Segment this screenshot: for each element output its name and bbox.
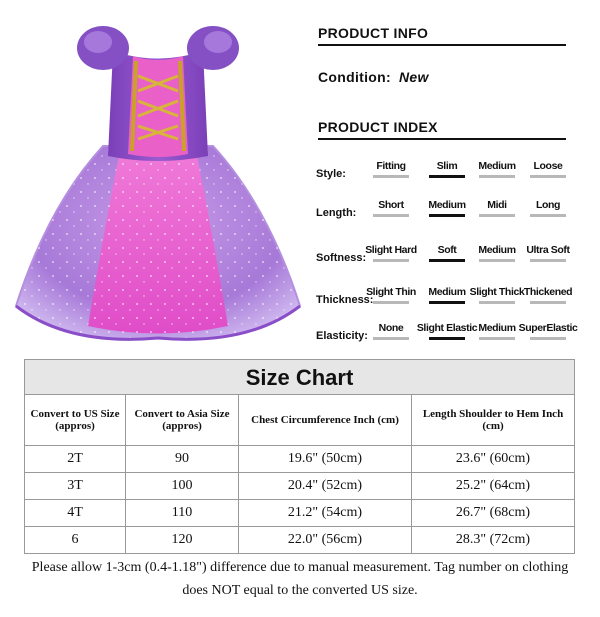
- header-us-size: Convert to US Size (appros): [25, 395, 126, 446]
- attribute-option: [517, 286, 579, 304]
- attribute-option-label: Ultra Soft: [526, 244, 570, 256]
- attribute-option: [517, 160, 579, 178]
- dress-image: [8, 6, 308, 346]
- attribute-option-indicator: [373, 301, 409, 304]
- attribute-option-label: Medium: [428, 286, 466, 298]
- attribute-option-indicator: [429, 175, 465, 178]
- product-info-title: PRODUCT INFO: [318, 25, 429, 41]
- product-index-divider: [318, 138, 566, 140]
- attribute-option-indicator: [479, 175, 515, 178]
- attribute-option: [360, 160, 422, 178]
- header-asia-size: Convert to Asia Size (appros): [126, 395, 239, 446]
- table-cell: 3T: [25, 473, 126, 500]
- table-row: [25, 446, 575, 473]
- attribute-option-indicator: [373, 175, 409, 178]
- table-cell: 100: [126, 473, 239, 500]
- table-row: [25, 473, 575, 500]
- attribute-option-indicator: [373, 337, 409, 340]
- attribute-option-label: Slight Thick: [469, 286, 525, 298]
- attribute-option-label: Slight Thin: [366, 286, 416, 298]
- attribute-option-indicator: [429, 214, 465, 217]
- attribute-option-indicator: [373, 259, 409, 262]
- attribute-option-label: Long: [535, 199, 561, 211]
- attribute-row: [316, 160, 578, 188]
- attribute-option-indicator: [530, 175, 566, 178]
- attribute-option: [517, 322, 579, 340]
- attribute-option-indicator: [479, 301, 515, 304]
- attribute-option-indicator: [373, 214, 409, 217]
- condition-label: Condition:: [318, 69, 391, 85]
- attribute-option-label: Loose: [533, 160, 563, 172]
- attribute-option-label: Soft: [437, 244, 457, 256]
- table-row: [25, 527, 575, 554]
- table-cell: 22.0" (56cm): [239, 527, 412, 554]
- product-info-divider: [318, 44, 566, 46]
- attribute-label: Length:: [316, 207, 357, 219]
- table-cell: 20.4" (52cm): [239, 473, 412, 500]
- table-row: [25, 500, 575, 527]
- attribute-option-indicator: [530, 259, 566, 262]
- attribute-label: Elasticity:: [316, 330, 368, 342]
- attribute-option-label: Short: [378, 199, 404, 211]
- attribute-option-label: Medium: [478, 322, 516, 334]
- attribute-row: [316, 244, 578, 272]
- attribute-row: [316, 286, 578, 314]
- attribute-option-indicator: [479, 259, 515, 262]
- attribute-label: Thickness:: [316, 294, 374, 306]
- attribute-option-indicator: [429, 301, 465, 304]
- size-chart-title: Size Chart: [24, 359, 575, 395]
- table-cell: 90: [126, 446, 239, 473]
- condition: [318, 69, 429, 85]
- size-chart-header-row: [25, 395, 575, 446]
- header-length: Length Shoulder to Hem Inch (cm): [412, 395, 575, 446]
- size-chart-body: [25, 446, 575, 554]
- table-cell: 21.2" (54cm): [239, 500, 412, 527]
- header-chest: Chest Circumference Inch (cm): [239, 395, 412, 446]
- table-cell: 4T: [25, 500, 126, 527]
- attribute-option: [360, 244, 422, 262]
- attribute-option-indicator: [429, 259, 465, 262]
- table-cell: 26.7" (68cm): [412, 500, 575, 527]
- attribute-row: [316, 322, 578, 350]
- attribute-option-label: Slim: [436, 160, 458, 172]
- measurement-note: Please allow 1-3cm (0.4-1.18") difference due to manual measurement. Tag number on clothing does NOT equal to the converted US size.: [31, 560, 569, 598]
- attribute-option-label: SuperElastic: [518, 322, 578, 334]
- attribute-option-label: Medium: [478, 160, 516, 172]
- attribute-option-label: Slight Elastic: [416, 322, 478, 334]
- attribute-option: [517, 244, 579, 262]
- table-cell: 25.2" (64cm): [412, 473, 575, 500]
- table-cell: 28.3" (72cm): [412, 527, 575, 554]
- table-cell: 2T: [25, 446, 126, 473]
- attribute-option-indicator: [530, 214, 566, 217]
- attribute-option-label: Slight Hard: [365, 244, 417, 256]
- attribute-option-label: Fitting: [376, 160, 406, 172]
- attribute-option-label: Medium: [478, 244, 516, 256]
- attribute-option-indicator: [530, 301, 566, 304]
- attribute-option-label: None: [378, 322, 404, 334]
- attribute-label: Style:: [316, 168, 346, 180]
- attribute-option: [360, 322, 422, 340]
- attribute-option-label: Thickened: [523, 286, 573, 298]
- attribute-option: [360, 199, 422, 217]
- attribute-option-label: Midi: [487, 199, 507, 211]
- product-index-title: PRODUCT INDEX: [318, 119, 438, 135]
- table-cell: 120: [126, 527, 239, 554]
- attribute-option-indicator: [479, 214, 515, 217]
- table-cell: 19.6" (50cm): [239, 446, 412, 473]
- condition-value: New: [398, 69, 429, 85]
- attribute-option: [360, 286, 422, 304]
- attribute-row: [316, 199, 578, 227]
- attribute-option-label: Medium: [428, 199, 466, 211]
- attribute-option-indicator: [530, 337, 566, 340]
- attribute-option: [517, 199, 579, 217]
- attribute-label: Softness:: [316, 252, 367, 264]
- table-cell: 6: [25, 527, 126, 554]
- attribute-option-indicator: [479, 337, 515, 340]
- table-cell: 110: [126, 500, 239, 527]
- attribute-option-indicator: [429, 337, 465, 340]
- size-chart-table: [24, 394, 575, 554]
- table-cell: 23.6" (60cm): [412, 446, 575, 473]
